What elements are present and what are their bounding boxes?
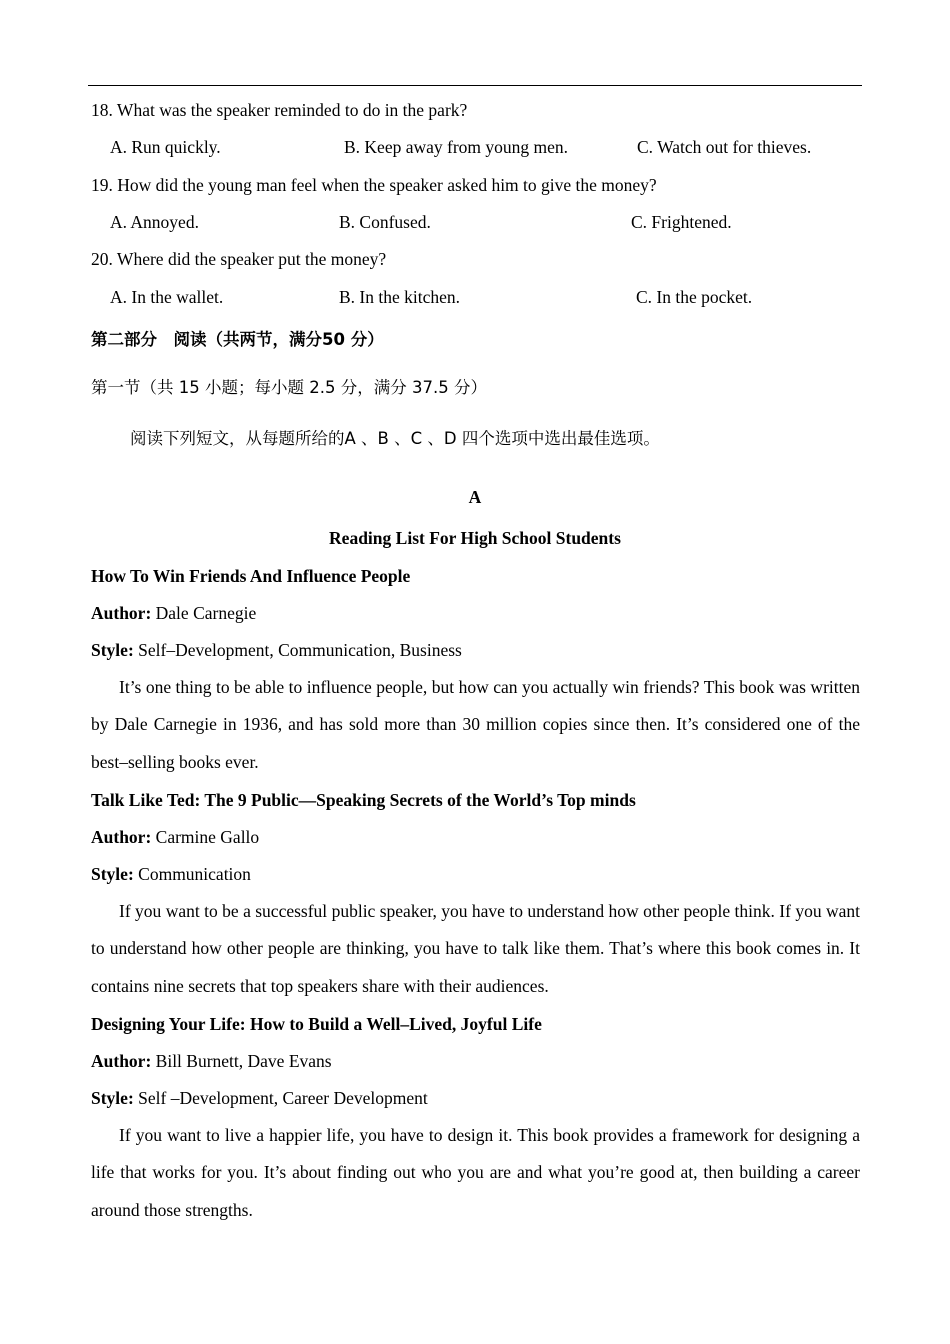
header-rule: [88, 85, 862, 86]
book-2-author-name: Carmine Gallo: [155, 827, 260, 847]
question-20-option-a: A. In the wallet.: [110, 287, 224, 307]
part-two-heading: 第二部分 阅读（共两节，满分50 分）: [91, 330, 384, 349]
question-20-option-b: B. In the kitchen.: [339, 287, 461, 307]
question-19-stem: 19. How did the young man feel when the speaker asked him to give the money?: [91, 175, 657, 195]
question-20-stem: 20. Where did the speaker put the money?: [91, 249, 387, 269]
book-1-author: [91, 602, 256, 624]
question-18-option-c: C. Watch out for thieves.: [637, 137, 812, 157]
book-2-style: [91, 863, 251, 885]
book-2-author: [91, 826, 259, 848]
book-1-style-value: Self–Development, Communication, Business: [138, 640, 462, 660]
book-1-author-name: Dale Carnegie: [155, 603, 257, 623]
style-label: Style:: [91, 864, 134, 884]
book-2-title: Talk Like Ted: The 9 Public—Speaking Secrets of the World’s Top minds: [91, 790, 636, 810]
passage-title: Reading List For High School Students: [329, 528, 621, 548]
book-3-title: Designing Your Life: How to Build a Well–Lived, Joyful Life: [91, 1014, 542, 1034]
book-1-title: How To Win Friends And Influence People: [91, 566, 411, 586]
book-2-description: If you want to be a successful public speaker, you have to understand how other people think. If you want to understand how other people are thinking, you have to talk like them. That’s where this book comes in. It contains nine secrets that top speakers share with their audiences.: [91, 901, 860, 996]
question-20-option-c: C. In the pocket.: [636, 287, 753, 307]
author-label: Author:: [91, 1051, 152, 1071]
style-label: Style:: [91, 640, 134, 660]
question-19-option-c: C. Frightened.: [631, 212, 732, 232]
book-3-author-name: Bill Burnett, Dave Evans: [155, 1051, 332, 1071]
section-one-heading: 第一节（共 15 小题；每小题 2.5 分，满分 37.5 分）: [91, 378, 487, 397]
book-3-style: [91, 1087, 428, 1109]
book-3-description: If you want to live a happier life, you have to design it. This book provides a framework for designing a life that works for you. It’s about finding out who you are and what you’re good at, then building a career around those strengths.: [91, 1125, 860, 1220]
book-1-description: It’s one thing to be able to influence people, but how can you actually win friends? This book was written by Dale Carnegie in 1936, and has sold more than 30 million copies since then. It’s considered one of the best–selling books ever.: [91, 677, 860, 772]
book-3-style-value: Self –Development, Career Development: [138, 1088, 428, 1108]
question-19-option-a: A. Annoyed.: [110, 212, 199, 232]
passage-letter: A: [468, 487, 482, 507]
style-label: Style:: [91, 1088, 134, 1108]
book-1-style: [91, 639, 462, 661]
reading-instruction: 阅读下列短文，从每题所给的A 、B 、C 、D 四个选项中选出最佳选项。: [130, 429, 660, 448]
author-label: Author:: [91, 827, 152, 847]
question-18-option-b: B. Keep away from young men.: [344, 137, 569, 157]
question-19-option-b: B. Confused.: [339, 212, 431, 232]
author-label: Author:: [91, 603, 152, 623]
question-18-option-a: A. Run quickly.: [110, 137, 221, 157]
book-3-author: [91, 1050, 332, 1072]
question-18-stem: 18. What was the speaker reminded to do in the park?: [91, 100, 468, 120]
book-2-style-value: Communication: [138, 864, 251, 884]
